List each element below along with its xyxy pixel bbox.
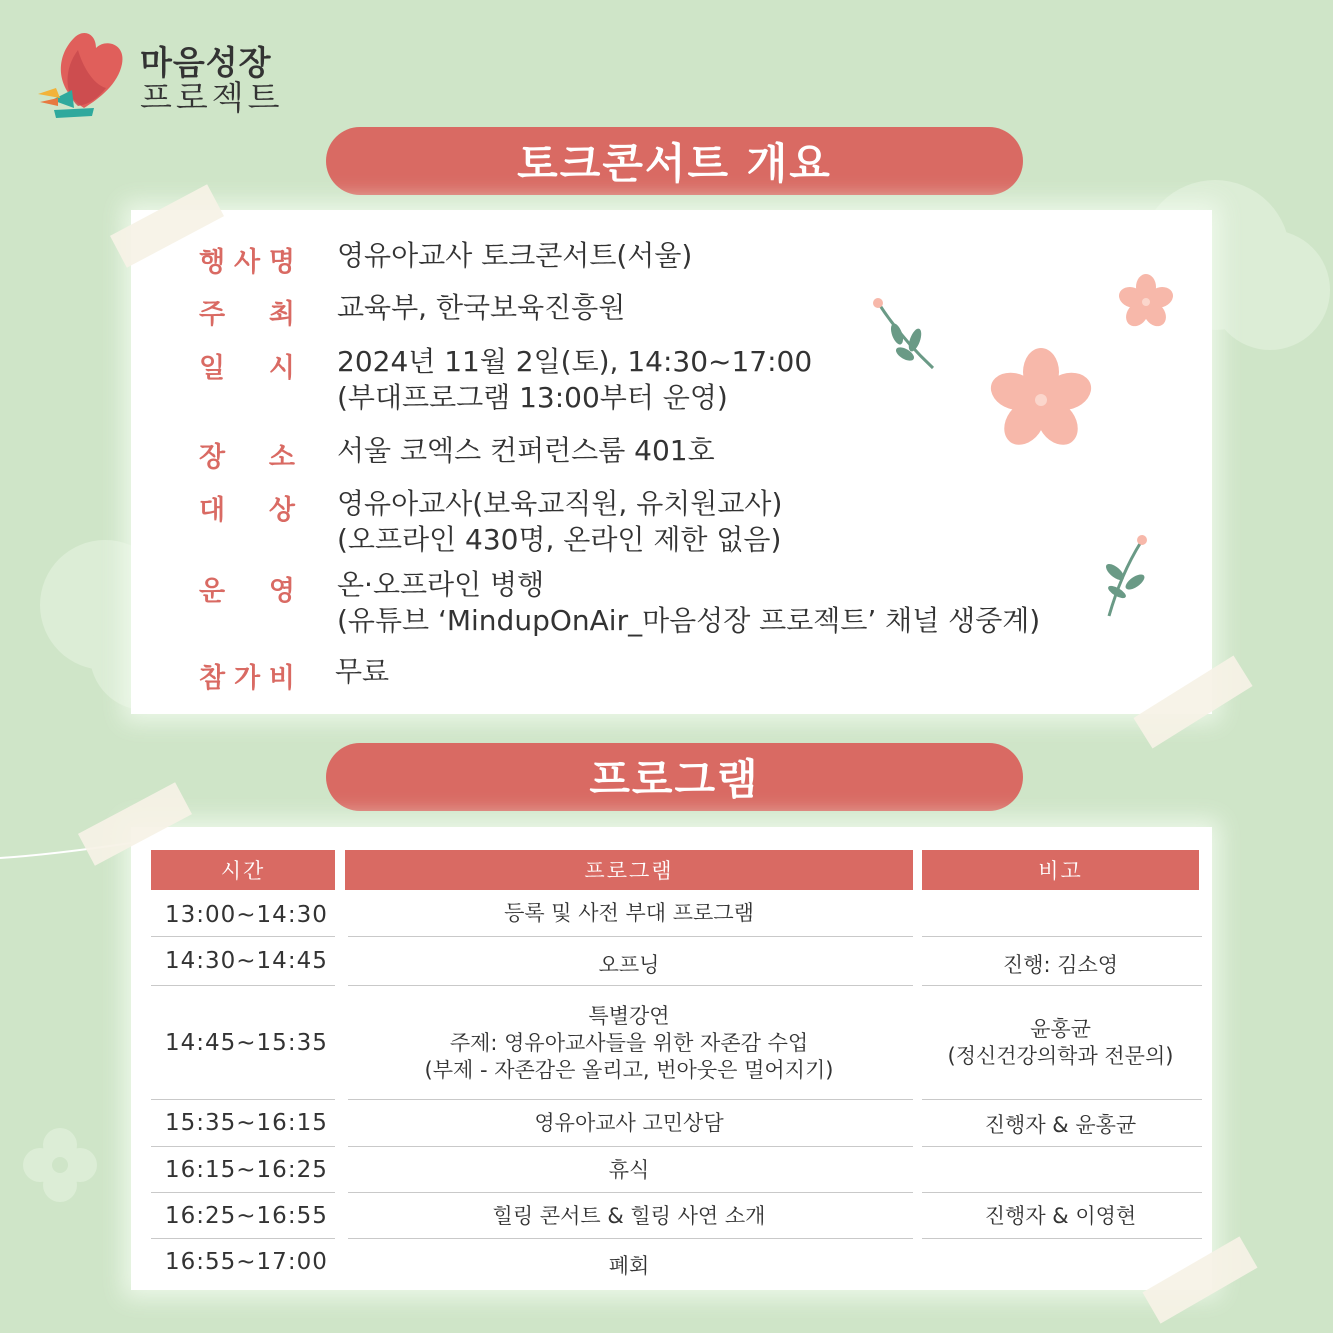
heart-logo-icon [34,28,134,118]
overview-title: 토크콘서트 개요 [517,139,832,188]
note-cell: 진행자 & 이영현 [984,1203,1137,1228]
program-title-banner [326,743,1023,811]
overview-value: 무료 [335,655,390,688]
overview-label: 주 최 [199,299,295,330]
note-cell: 진행자 & 윤홍균 [984,1112,1137,1137]
overview-label: 대 상 [199,495,295,526]
overview-title-banner [326,127,1023,195]
overview-value: 온·오프라인 병행 (유튜브 ‘MindupOnAir_마음성장 프로젝트’ 채널 생중계) [337,568,1041,637]
table-header-note: 비고 [922,850,1199,890]
note-cell: 윤홍균 (정신건강의학과 전문의) [947,1017,1174,1068]
program-cell: 특별강연 주제: 영유아교사들을 위한 자존감 수업 (부제 - 자존감은 올리고, 번아웃은 멀어지기) [424,1003,834,1082]
program-cell: 휴식 [608,1157,650,1182]
time-cell: 14:45~15:35 [165,1029,328,1056]
small-flower-icon [1118,274,1174,330]
time-cell: 16:25~16:55 [165,1202,328,1229]
flower-icon [989,348,1093,452]
overview-value: 영유아교사 토크콘서트(서울) [337,239,693,272]
program-cell: 폐회 [608,1253,650,1278]
overview-label: 참 가 비 [199,663,295,694]
flower-outline-icon [20,1125,100,1205]
overview-value: 2024년 11월 2일(토), 14:30~17:00 (부대프로그램 13:00부터 운영) [337,345,813,414]
overview-card [131,210,1212,714]
note-cell: 진행: 김소영 [1002,952,1119,977]
program-cell: 영유아교사 고민상담 [534,1110,724,1135]
overview-label: 장 소 [199,442,295,473]
table-header-time: 시간 [151,850,335,890]
sprig-icon [871,298,941,378]
program-title: 프로그램 [589,755,760,804]
overview-label: 일 시 [199,353,295,384]
program-cell: 등록 및 사전 부대 프로그램 [504,900,754,925]
logo-title: 마음성장 [140,43,272,82]
overview-label: 운 영 [199,576,295,607]
time-cell: 13:00~14:30 [165,901,328,928]
background-blob [1210,230,1330,350]
overview-value: 영유아교사(보육교직원, 유치원교사) (오프라인 430명, 온라인 제한 없음) [337,487,783,556]
logo [34,28,294,118]
program-table [131,827,1212,1290]
overview-label: 행 사 명 [199,247,295,278]
time-cell: 16:15~16:25 [165,1156,328,1183]
time-cell: 14:30~14:45 [165,947,328,974]
program-cell: 오프닝 [598,952,660,977]
table-header-program: 프로그램 [345,850,913,890]
time-cell: 15:35~16:15 [165,1109,328,1136]
logo-subtitle: 프로젝트 [140,77,284,117]
overview-value: 서울 코엑스 컨퍼런스룸 401호 [337,434,715,467]
overview-value: 교육부, 한국보육진흥원 [337,291,626,324]
time-cell: 16:55~17:00 [165,1248,328,1275]
sprig-icon [1099,534,1149,620]
program-cell: 힐링 콘서트 & 힐링 사연 소개 [492,1203,766,1228]
